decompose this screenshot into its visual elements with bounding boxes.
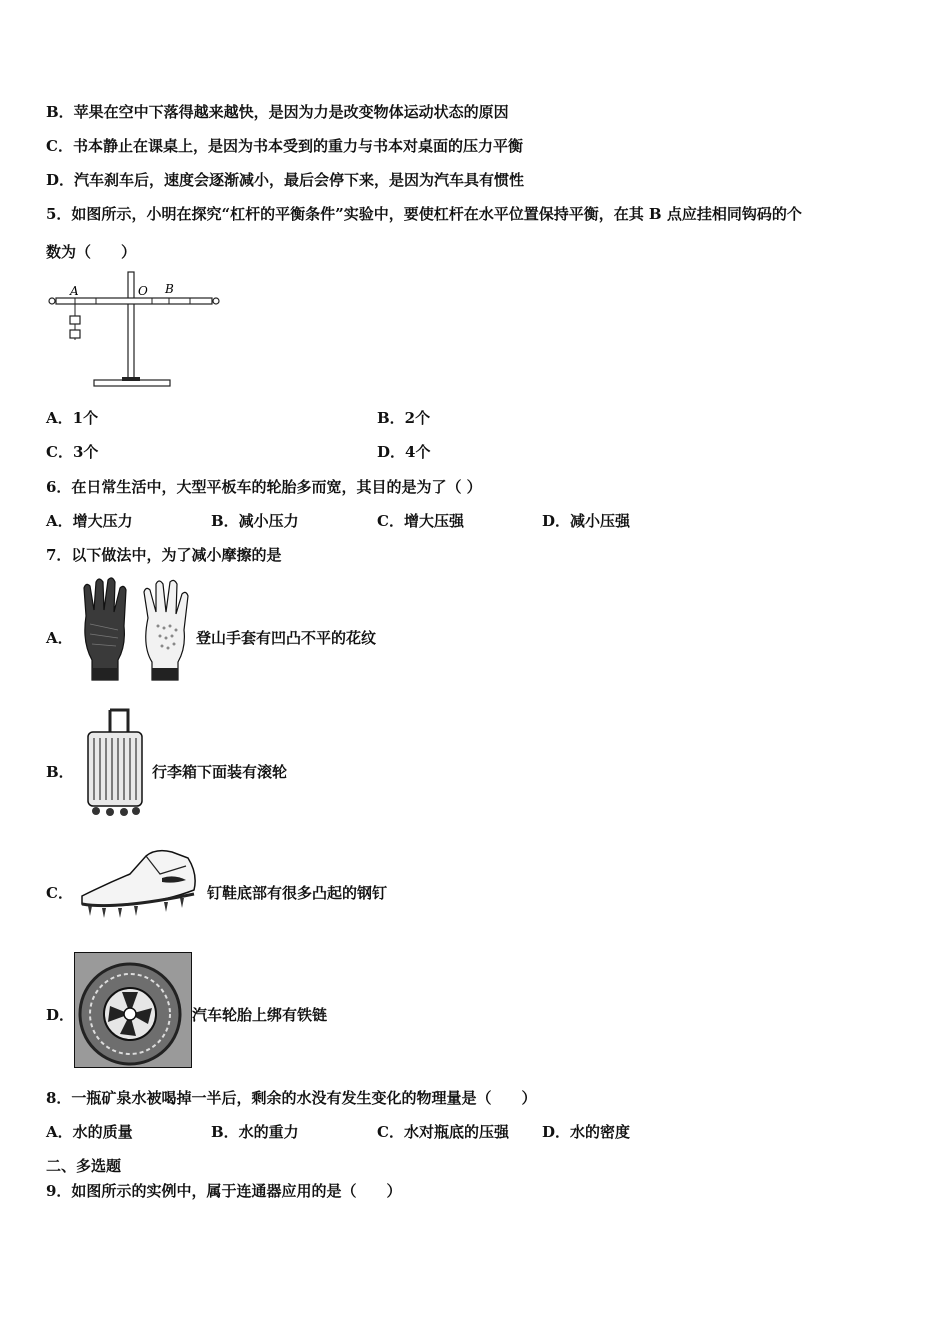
q7-option-c-caption: 钉鞋底部有很多凸起的钢钉: [207, 884, 388, 902]
q5-text-line2: 数为（ ）: [46, 243, 137, 261]
q8-text: 8．一瓶矿泉水被喝掉一半后，剩余的水没有发生变化的物理量是（ ）: [46, 1089, 537, 1107]
q4-option-b: B．苹果在空中下落得越来越快，是因为力是改变物体运动状态的原因: [46, 103, 509, 121]
q7-option-b-letter: B．: [46, 763, 74, 781]
q6-option-b: B．减小压力: [211, 512, 299, 530]
q6-text: 6．在日常生活中，大型平板车的轮胎多而宽，其目的是为了（ ）: [46, 478, 482, 496]
lever-label-o: O: [138, 284, 148, 298]
suitcase-image: [80, 708, 148, 818]
q5-option-b: B．2个: [377, 409, 431, 427]
gloves-image: [78, 576, 193, 684]
q4-option-d: D．汽车刹车后，速度会逐渐减小，最后会停下来，是因为汽车具有惯性: [46, 171, 525, 189]
q8-option-c: C．水对瓶底的压强: [377, 1123, 509, 1141]
q7-option-d-caption: 汽车轮胎上绑有铁链: [192, 1006, 328, 1024]
q6-option-a: A．增大压力: [46, 512, 133, 530]
q8-option-a: A．水的质量: [46, 1123, 133, 1141]
section-title: 二、多选题: [46, 1157, 122, 1175]
q5-option-a: A．1个: [46, 409, 99, 427]
q7-option-c-letter: C．: [46, 884, 73, 902]
q8-option-b: B．水的重力: [211, 1123, 299, 1141]
q7-option-b-caption: 行李箱下面装有滚轮: [152, 763, 288, 781]
spiked-shoe-image: [76, 844, 204, 922]
q7-option-a-caption: 登山手套有凹凸不平的花纹: [196, 629, 377, 647]
q9-text: 9．如图所示的实例中，属于连通器应用的是（ ）: [46, 1182, 402, 1200]
q4-option-c: C．书本静止在课桌上，是因为书本受到的重力与书本对桌面的压力平衡: [46, 137, 523, 155]
q7-text: 7．以下做法中，为了减小摩擦的是: [46, 546, 282, 564]
lever-figure: [44, 268, 224, 392]
q6-option-c: C．增大压强: [377, 512, 464, 530]
tire-chain-image: [74, 952, 192, 1068]
q6-option-d: D．减小压强: [542, 512, 631, 530]
q5-option-c: C．3个: [46, 443, 99, 461]
lever-label-b: B: [165, 282, 174, 296]
q5-option-d: D．4个: [377, 443, 431, 461]
q8-option-d: D．水的密度: [542, 1123, 631, 1141]
lever-label-a: A: [70, 284, 79, 298]
q5-text-line1: 5．如图所示，小明在探究“杠杆的平衡条件”实验中，要使杠杆在水平位置保持平衡，在其 B 点应挂相同钩码的个: [46, 205, 802, 223]
q7-option-d-letter: D．: [46, 1006, 75, 1024]
q7-option-a-letter: A．: [46, 629, 73, 647]
